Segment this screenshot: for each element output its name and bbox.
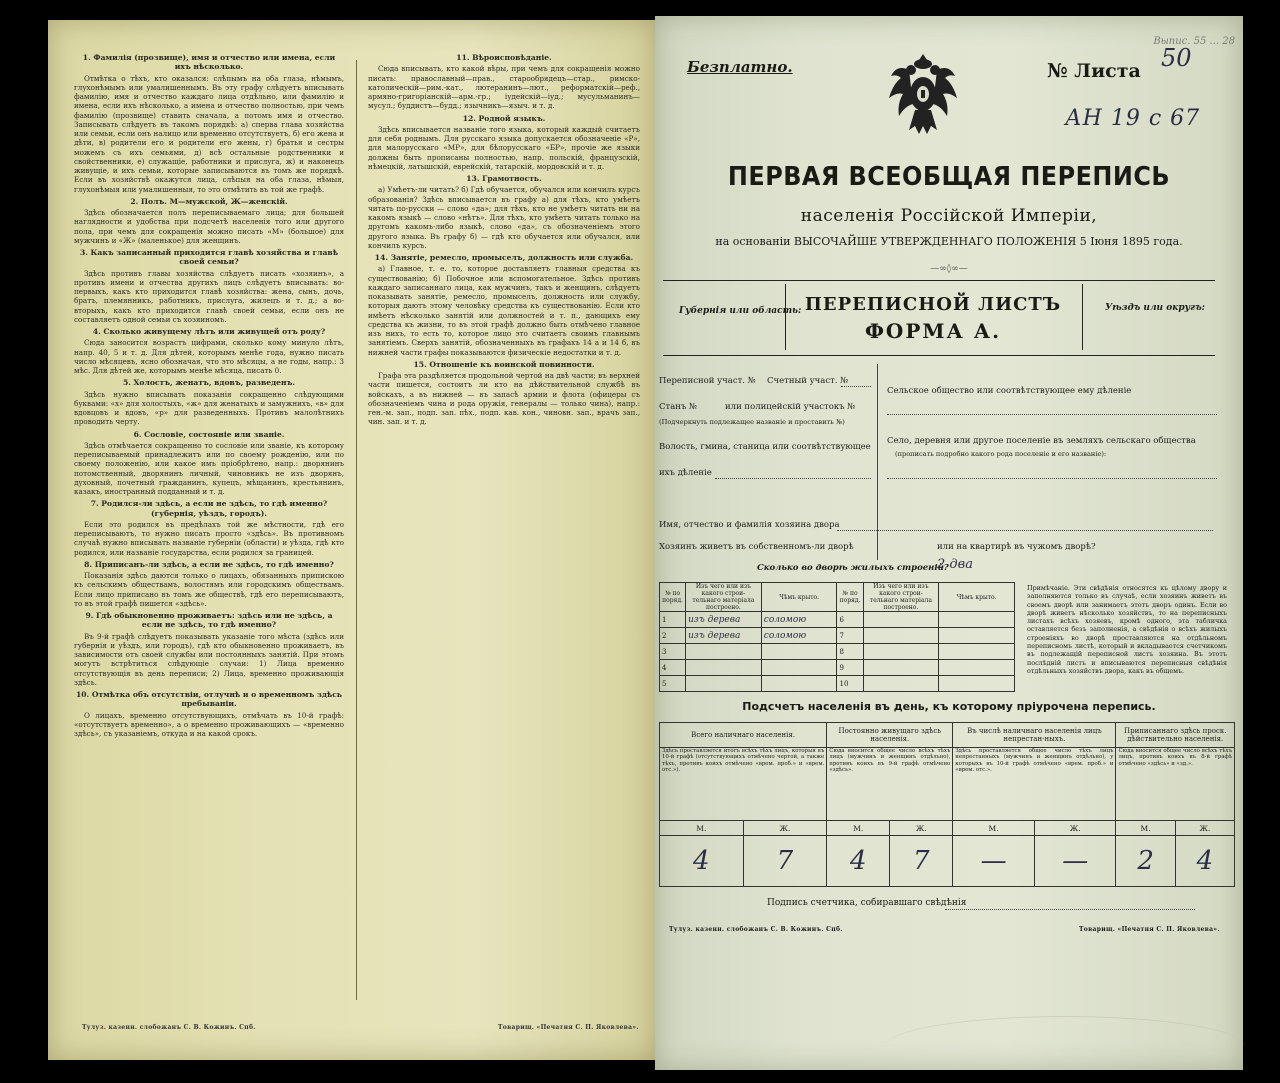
- instruction-title: 11. Вѣроисповѣданіе.: [456, 53, 552, 62]
- instruction-text: О лицахъ, временно отсутствующихъ, отмѣчать въ 10-й графѣ: «отсутствуетъ временно», а о временно проживающихъ — «временно здѣсь», съ указаніемъ, откуда и на какой срокъ.: [74, 710, 344, 738]
- bld-material-cell[interactable]: [863, 644, 939, 660]
- volost-label: Волость, гмина, станица или соотвѣтствующее: [659, 442, 871, 452]
- counting-section-label: Счетный участ. №: [767, 376, 849, 386]
- pop-desc-registered: Сюда вносится общее число всѣхъ тѣхъ лицъ, противъ коихъ въ 8-й графѣ отмѣчено «здѣсь» и «зд.».: [1116, 748, 1235, 821]
- bld-head-no-2: № по поряд.: [837, 583, 863, 612]
- legal-basis: на основаніи ВЫСОЧАЙШЕ УТВЕРЖДЕННАГО ПОЛОЖЕНІЯ 5 Іюня 1895 года.: [715, 235, 1183, 248]
- sheet-number-label: № Листа: [1047, 60, 1141, 82]
- male-column-header: М.: [1116, 821, 1175, 836]
- instruction-title: 12. Родной языкъ.: [462, 113, 546, 123]
- right-footer-press: Товарищ. «Печатня С. П. Яковлева».: [1079, 926, 1220, 933]
- population-value[interactable]: 7: [890, 836, 953, 887]
- sheet-number-handwritten: 50: [1161, 44, 1192, 72]
- bld-roof-cell[interactable]: [939, 644, 1015, 660]
- bld-material-cell[interactable]: изъ дерева: [686, 612, 762, 628]
- female-column-header: Ж.: [1034, 821, 1116, 836]
- instruction-title: 3. Какъ записанный приходится главѣ хозяйства и главѣ своей семьи?: [79, 248, 339, 267]
- signature-label: Подпись счетчика, собиравшаго свѣдѣнія: [767, 898, 967, 908]
- bld-roof-cell[interactable]: [939, 660, 1015, 676]
- bld-roof-cell[interactable]: [939, 612, 1015, 628]
- pop-desc-present: Здѣсь проставляется итогъ всѣхъ тѣхъ лицъ, которыя въ 10-й графѣ (отсутствующихъ отмѣчено чертой, а также тѣхъ, противъ коихъ отмѣчено «врем. проб.» и «врем. отс.»).: [660, 748, 827, 821]
- instruction-text: Здѣсь вписывается названіе того языка, который каждый считаетъ для себя роднымъ. Для русскаго языка допускается обозначеніе «Р», для малорусскаго «МР», для бѣлорусскаго «БР», прочіе же языки должны быть прописаны полностью, напр. польскій, французскій, нѣмецкій, латышскій, еврейскій, татарскій, мордовскій и т. д.: [368, 124, 640, 171]
- instruction-text: Здѣсь отмѣчается сокращенно то сословіе или званіе, къ которому переписываемый принадлежитъ или по своему рожденію, или по своему положенію, или какое имъ пріобрѣтено, напр.: дворянинъ потомственный, дворянинъ личный, чиновникъ не изъ дворянъ, духовный, почетный гражданинъ, купецъ, мѣщанинъ, крестьянинъ, казакъ, иностранный подданный и т. д.: [74, 440, 344, 496]
- pop-head-nonresident: Въ числѣ наличнаго населенія лицъ непрестан-ныхъ.: [953, 723, 1116, 748]
- instruction-title: 5. Холостъ, женатъ, вдовъ, разведенъ.: [122, 378, 296, 388]
- column-divider: [356, 60, 357, 1000]
- instructions-page: [48, 20, 656, 1060]
- pop-head-permanent: Постоянно живущаго здѣсь населенія.: [827, 723, 953, 748]
- bld-no: 9: [837, 660, 863, 676]
- instruction-title: 10. Отмѣтка объ отсутствіи, отлучнѣ и о временномъ здѣсь пребываніи.: [75, 690, 343, 709]
- bld-no: 10: [837, 676, 863, 692]
- population-table: [659, 722, 1235, 887]
- instruction-text: Здѣсь противъ главы хозяйства слѣдуетъ писать «хозяинъ», а противъ имени и отчества другихъ лицъ слѣдуетъ вписывать: во-первыхъ, какъ кто приходится главѣ хозяйства: жена, сынъ, дочь, братъ, племянникъ, работникъ, прислуга, жилецъ и т. д.; а во-вторыхъ, какъ кто приходится главѣ своей семьи, если онъ не составляетъ одной семьи съ хозяиномъ.: [74, 268, 344, 324]
- buildings-table: [659, 582, 1015, 692]
- instruction-text: Графа эта раздѣляется продольной чертой на двѣ части; въ верхней части пишется, состоитъ ли кто на дѣйствительной службѣ въ войскахъ, а въ нижней — въ запасѣ армии и флота (офицеры съ обозначеніемъ чина и рода оружія, генералы — только чина), напр.: ген.-м. зап., подп. зап. пѣх., подп. кав. кон., чиновн. зап., врачъ зап., чин. зап. и т. д.: [368, 371, 640, 427]
- pop-head-registered: Приписаннаго здѣсь проск. дѣйствительно населенія.: [1116, 723, 1235, 748]
- signature-field[interactable]: [945, 909, 1195, 910]
- left-footer-press: Товарищ. «Печатня С. П. Яковлева».: [498, 1024, 639, 1031]
- bld-no: 2: [660, 628, 686, 644]
- instructions-column-1: [74, 50, 344, 1010]
- left-footer-printer: Тулуз. казенн. слобожанъ С. В. Кожинъ. Спб.: [82, 1024, 256, 1031]
- bld-roof-cell[interactable]: соломою: [761, 628, 837, 644]
- instruction-text: Въ 9-й графѣ слѣдуетъ показывать указаніе того мѣста (здѣсь или губернія и уѣздъ, или городъ), гдѣ кто обыкновенно проживаетъ, въ зависимости отъ своей службы или постоянныхъ занятій. При этомъ могутъ встрѣтиться слѣдующіе случаи: 1) Лица временно отсутствующія въ день переписи; 2) Лица, временно проживающія здѣсь.: [74, 631, 344, 687]
- instruction-title: 2. Полъ. М—мужской, Ж—женскій.: [130, 196, 288, 206]
- bld-roof-cell[interactable]: [939, 676, 1015, 692]
- instruction-text: Сюда заносится возрастъ цифрами, сколько кому минуло лѣтъ, напр. 40, 5 и т. д. Для дѣтей, которымъ менѣе года, нужно писать число мѣсяцевъ, ясно обозначая, что это мѣсяцы, а не годы, напр.: 3 мѣс. Для дѣтей же, которымъ менѣе мѣсяца, писать 0.: [74, 338, 344, 375]
- instruction-title: 13. Грамотность.: [466, 174, 542, 183]
- buildings-handwritten: 2 два: [937, 557, 973, 572]
- population-value[interactable]: 4: [1175, 836, 1234, 887]
- bld-no: 4: [660, 660, 686, 676]
- sex-header-row: [660, 821, 1235, 836]
- population-count-title: Подсчетъ населенія въ день, къ которому пріурочена перепись.: [742, 700, 1156, 713]
- instruction-text: Сюда вписывать, кто какой вѣры, при чемъ для сокращенія можно писать: православный—прав., старообрядецъ—стар., римско-католическій—рим.-кат., лютеранинъ—лют., реформатскій—реф., армяно-григоріанскій—арм.-гр.; іудейскій—іуд.; мусульманинъ—мусул.; буддистъ—будд.; язычникъ—языч. и т. д.: [368, 64, 640, 111]
- rents-label: или на квартирѣ въ чужомъ дворѣ?: [937, 542, 1096, 552]
- population-value[interactable]: 7: [743, 836, 827, 887]
- instruction-title: 15. Отношеніе къ воинской повинности.: [413, 359, 595, 369]
- rural-society-field[interactable]: [887, 414, 1217, 415]
- male-column-header: М.: [827, 821, 890, 836]
- population-values-row: [660, 836, 1235, 887]
- ornament-divider: —∞◊∞—: [930, 264, 968, 274]
- female-column-header: Ж.: [890, 821, 953, 836]
- bld-no: 8: [837, 644, 863, 660]
- bld-roof-cell[interactable]: соломою: [761, 612, 837, 628]
- instruction-text: Здѣсь обозначается полъ переписываемаго лица; для большей наглядности и удобства при подсчетѣ населенія того или другого пола, при чемъ для сокращенія можно писать «М» (большое) для мужчинъ и «Ж» (маленькое) для женщинъ.: [74, 208, 344, 245]
- bld-material-cell[interactable]: [863, 660, 939, 676]
- bld-no: 3: [660, 644, 686, 660]
- table-row: [660, 644, 1015, 660]
- female-column-header: Ж.: [1175, 821, 1234, 836]
- population-value[interactable]: —: [1034, 836, 1116, 887]
- bld-roof-cell[interactable]: [761, 644, 837, 660]
- form-letter: ФОРМА А.: [864, 319, 1002, 343]
- census-form-page: [655, 16, 1243, 1070]
- table-row: [660, 660, 1015, 676]
- population-value[interactable]: 4: [660, 836, 744, 887]
- buildings-note: Примѣчаніе. Эти свѣдѣнія относятся къ цѣлому двору и заполняются только въ случаѣ, если хозяинъ живетъ въ своемъ дворѣ или занимаетъ этотъ дворъ одинъ. Если во дворѣ живетъ нѣсколько хозяйствъ, то на переписныхъ листахъ всѣхъ хозяевъ, кромѣ одного, эта табличка оставляется безъ заполненія, а свѣдѣнія о всѣхъ жилыхъ строеніяхъ во дворѣ проставляются на отдѣльномъ переписномъ листѣ, который и вкладывается счетчикомъ въ подлежащій переписной листъ хозяина. Въ этотъ послѣдній листъ и вписываются переписныя свѣдѣнія отдѣльныхъ хозяйствъ двора, какъ въ общемъ.: [1027, 584, 1227, 675]
- page-title: ПЕРВАЯ ВСЕОБЩАЯ ПЕРЕПИСЬ: [727, 162, 1171, 192]
- bld-material-cell[interactable]: изъ дерева: [686, 628, 762, 644]
- instruction-text: а) Умѣетъ-ли читать? б) Гдѣ обучается, обучался или кончилъ курсъ образованія? Здѣсь вписывается въ графу а) для тѣхъ, кто умѣетъ читать по-русски — слово «да»; для тѣхъ, кто не умѣетъ читать ни на какомъ языкѣ — слово «нѣтъ». Для тѣхъ, кто умѣетъ читать только на другомъ какомъ-либо языкѣ, слово «да», съ обозначеніемъ этого другого языка. Въ графу б) — гдѣ кто обучается или обучался, или кончилъ курсъ.: [368, 185, 640, 250]
- bld-head-material: Изъ чего или изъ какого строи-тельнаго матеріала построено.: [686, 583, 762, 612]
- instruction-title: 6. Сословіе, состояніе или званіе.: [133, 429, 285, 439]
- pop-desc-permanent: Сюда вносится общее число всѣхъ тѣхъ лицъ (мужчинъ и женщинъ отдѣльно), противъ коихъ въ 9-й графѣ отмѣчено «здѣсь».: [827, 748, 953, 821]
- bld-material-cell[interactable]: [863, 612, 939, 628]
- instruction-title: 1. Фамилія (прозвище), имя и отчество или имена, если ихъ нѣсколько.: [82, 53, 336, 72]
- bld-roof-cell[interactable]: [939, 628, 1015, 644]
- population-value[interactable]: 2: [1116, 836, 1175, 887]
- bld-roof-cell[interactable]: [761, 676, 837, 692]
- instruction-text: а) Главное, т. е. то, которое доставляетъ главныя средства къ существованію; б) Побочное или вспомогательное. Здѣсь противъ каждаго записаннаго лица, как мужчинъ, такъ и женщинъ, слѣдуетъ показывать занятіе, ремесло, промыселъ, должность или службу, которыя даютъ этому человѣку средства къ существованію. Если кто имѣетъ нѣсколько занятій или должностей и т. п., дающихъ ему средства къ жизни, то въ этой графѣ должно быть отмѣчено главное изъ нихъ, то есть то, которое лицо это считаетъ своимъ главнымъ занятіемъ. Сверхъ занятій, обозначенныхъ въ графахъ 14 а и 14 б, въ нижней части графы показываются физическіе недостатки и т. д.: [368, 264, 640, 357]
- bld-roof-cell[interactable]: [761, 660, 837, 676]
- instruction-title: 8. Приписанъ-ли здѣсь, а если не здѣсь, то гдѣ именно?: [84, 559, 334, 569]
- bld-material-cell[interactable]: [863, 628, 939, 644]
- bld-material-cell[interactable]: [686, 644, 762, 660]
- form-title: ПЕРЕПИСНОЙ ЛИСТЪ: [804, 294, 1062, 315]
- bld-no: 7: [837, 628, 863, 644]
- right-footer-printer: Тулуз. казенн. слобожанъ С. В. Кожинъ. Спб.: [669, 926, 843, 933]
- instruction-text: Показанія здѣсь даются только о лицахъ, обязанныхъ припискою къ сельскимъ обществамъ, волостямъ или городскимъ обществамъ. Если лицо приписано въ томъ же обществѣ, гдѣ его переписываютъ, то въ этой графѣ пишется «здѣсь».: [74, 571, 344, 608]
- double-headed-eagle-icon: [883, 48, 963, 140]
- bld-head-no: № по поряд.: [660, 583, 686, 612]
- bld-no: 6: [837, 612, 863, 628]
- population-value[interactable]: —: [953, 836, 1035, 887]
- instruction-title: 9. Гдѣ обыкновенно проживаетъ: здѣсь или не здѣсь, а если не здѣсь, то гдѣ именно?: [85, 611, 333, 630]
- instruction-title: 4. Сколько живущему лѣтъ или живущей отъ роду?: [92, 327, 326, 336]
- archive-ident-handwritten: АН 19 с 67: [1065, 106, 1201, 131]
- pop-desc-nonresident: Здѣсь проставляется общее число тѣхъ лицъ непрестанныхъ (мужчинъ и женщинъ отдѣльно), у которыхъ въ 10-й графѣ отмѣчено «врем. проб.» и «врем. отс.».: [953, 748, 1116, 821]
- instruction-title: 14. Занятіе, ремесло, промыселъ, должность или служба.: [374, 253, 634, 262]
- table-row: [660, 612, 1015, 628]
- counting-section-field[interactable]: [841, 386, 871, 387]
- village-label: Село, деревня или другое поселеніе въ земляхъ сельскаго общества: [887, 436, 1196, 446]
- owner-label: Имя, отчество и фамилія хозяина двора: [659, 520, 840, 530]
- bld-material-cell[interactable]: [686, 660, 762, 676]
- bld-head-material-2: Изъ чего или изъ какого строи-тельнаго матеріала построено.: [863, 583, 939, 612]
- owner-field[interactable]: [837, 530, 1213, 531]
- female-column-header: Ж.: [743, 821, 827, 836]
- bld-no: 1: [660, 612, 686, 628]
- rural-society-label: Сельское общество или соотвѣтствующее ему дѣленіе: [887, 386, 1132, 396]
- table-row: [660, 676, 1015, 692]
- instruction-text: Отмѣтка о тѣхъ, кто оказался: слѣпымъ на оба глаза, нѣмымъ, глухонѣмымъ или умалишеннымъ. Въ эту графу слѣдуетъ вписывать фамилію, имя и отчество каждаго лица отдѣльно, или фамилію и имена, если ихъ нѣсколько, а имена и отчество полностью, при чемъ фамилію (прозвище) ставить сначала, а потомъ имя и отчество. Записывать слѣдуетъ въ такомъ порядкѣ: а) сперва глава хозяйства или семьи, если онъ налицо или временно отсутствуетъ, б) его жена и дѣти, в) родители его и родители его жены, г) братья и сестры можемъ съ ихъ семьями, д) всѣ остальные родственники и свойственники, е) служащіе, работники и прислуга, ж) и наконецъ живущіе, и ихъ семьи, которые записываются въ томъ же порядкѣ. Если въ хозяйствѣ окажутся лица, слѣпыя на оба глаза, нѣмыя, глухонѣмыя или умалишенныя, то это отмѣтить въ той же графѣ.: [74, 73, 344, 194]
- instruction-text: Если это родился въ предѣлахъ той же мѣстности, гдѣ его переписываютъ, то нужно писать просто «здѣсь». Въ противномъ случаѣ нужно вписывать названіе губерніи (области) и уѣзда, гдѣ кто родился, или названіе государства, если родился за границей.: [74, 519, 344, 557]
- free-of-charge-label: Безплатно.: [687, 58, 793, 76]
- instruction-text: Здѣсь нужно вписывать показанія сокращенно слѣдующими буквами: «х» для холостыхъ, «ж» для женатыхъ и замужнихъ, «в» для вдовцовъ и вдовъ, «р» для разведенныхъ. Противъ малолѣтнихъ проводить черту.: [74, 389, 344, 427]
- bld-no: 5: [660, 676, 686, 692]
- male-column-header: М.: [660, 821, 744, 836]
- bld-material-cell[interactable]: [863, 676, 939, 692]
- pop-head-present: Всего наличнаго населенія.: [660, 723, 827, 748]
- bld-material-cell[interactable]: [686, 676, 762, 692]
- bld-head-roof-2: Чѣмъ крыто.: [939, 583, 1015, 612]
- male-column-header: М.: [953, 821, 1035, 836]
- province-label: Губернія или область:: [679, 306, 802, 316]
- table-row: [660, 628, 1015, 644]
- village-field[interactable]: [887, 478, 1217, 479]
- census-section-label: Переписной участ. №: [659, 376, 756, 386]
- population-value[interactable]: 4: [827, 836, 890, 887]
- instructions-column-2: [368, 50, 640, 1010]
- page-subtitle: населенія Россійской Имперіи,: [800, 206, 1098, 226]
- police-label: или полицейскій участокъ №: [725, 402, 856, 412]
- division-label: ихъ дѣленіе: [659, 468, 712, 478]
- instruction-title: 7. Родился-ли здѣсь, а если не здѣсь, то гдѣ именно? (губернія, уѣздъ, городъ).: [90, 499, 328, 518]
- page-curl: [885, 1016, 1245, 1077]
- underline-hint: (Подчеркнуть подлежащее названіе и проставить №): [659, 418, 845, 426]
- village-hint: (прописать подробно какого рода поселеніе и его названіе):: [895, 450, 1107, 458]
- owns-yard-label: Хозяинъ живетъ въ собственномъ-ли дворѣ: [659, 542, 854, 552]
- division-field[interactable]: [715, 478, 871, 479]
- district-label: Уѣздъ или округъ:: [1105, 303, 1205, 313]
- bld-head-roof: Чѣмъ крыто.: [761, 583, 837, 612]
- buildings-label: Сколько во дворѣ жилыхъ строеній?: [757, 563, 949, 573]
- corner-pencil-note: Выпис. 55 ... 28: [1153, 36, 1235, 47]
- stan-label: Станъ №: [659, 402, 698, 412]
